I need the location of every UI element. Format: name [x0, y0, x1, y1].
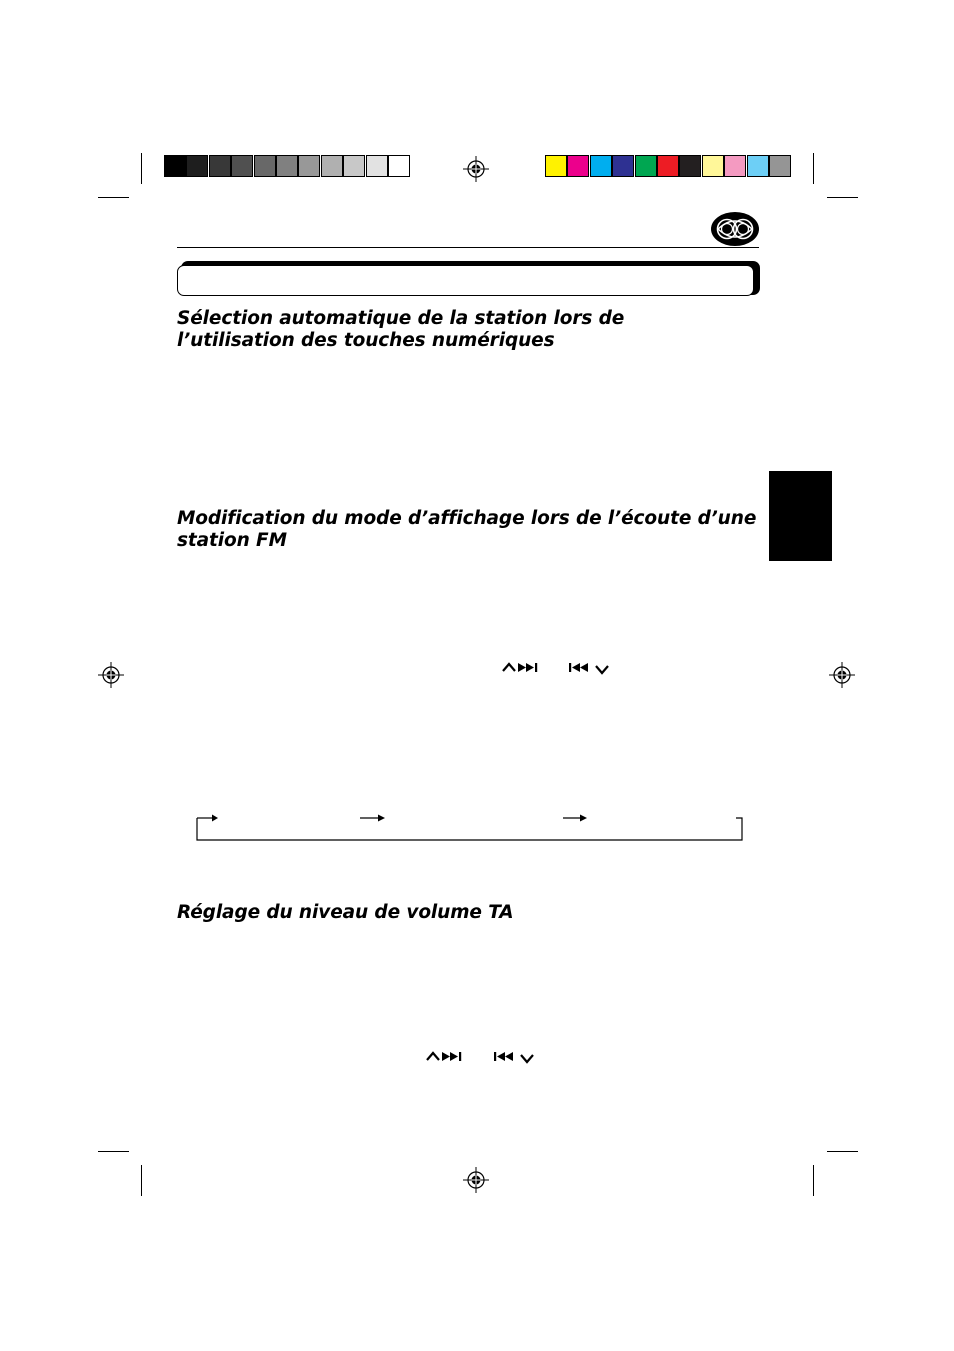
- registration-mark-icon: [463, 156, 489, 182]
- crop-mark: [98, 197, 129, 198]
- registration-mark-icon: [98, 662, 124, 688]
- registration-mark-icon: [829, 662, 855, 688]
- prev-down-icon: [493, 1049, 537, 1065]
- color-swatch: [679, 155, 701, 177]
- section-side-tab: [769, 471, 832, 561]
- crop-mark: [141, 1165, 142, 1196]
- color-swatch: [635, 155, 657, 177]
- color-swatch: [231, 155, 253, 177]
- crop-mark: [98, 1151, 129, 1152]
- color-swatch: [321, 155, 343, 177]
- color-swatch: [164, 155, 186, 177]
- title-bar: [177, 265, 754, 296]
- crop-mark: [827, 197, 858, 198]
- crop-mark: [141, 153, 142, 184]
- color-swatch: [590, 155, 612, 177]
- registration-mark-icon: [463, 1167, 489, 1193]
- crop-mark: [813, 153, 814, 184]
- prev-down-icon: [568, 660, 612, 676]
- color-swatch: [254, 155, 276, 177]
- crop-mark: [813, 1165, 814, 1196]
- display-mode-cycle-diagram: [190, 810, 750, 846]
- color-swatch: [343, 155, 365, 177]
- color-swatch: [702, 155, 724, 177]
- header-rule: [177, 247, 759, 248]
- up-next-icon: [502, 660, 544, 674]
- cd-logo-icon: [710, 211, 760, 247]
- section-heading-auto-select: Sélection automatique de la station lors de l’utilisation des touches numériques: [177, 308, 625, 351]
- section-heading-display-mode: Modification du mode d’affichage lors de l’écoute d’une station FM: [177, 508, 757, 551]
- color-swatch: [724, 155, 746, 177]
- color-swatch: [567, 155, 589, 177]
- crop-mark: [827, 1151, 858, 1152]
- color-swatch: [276, 155, 298, 177]
- up-next-icon: [426, 1049, 468, 1063]
- color-swatch: [186, 155, 208, 177]
- color-swatch: [545, 155, 567, 177]
- color-swatch: [209, 155, 231, 177]
- color-swatch: [769, 155, 791, 177]
- color-swatch: [388, 155, 410, 177]
- color-swatch: [657, 155, 679, 177]
- section-heading-ta-volume: Réglage du niveau de volume TA: [177, 902, 514, 923]
- color-swatch: [612, 155, 634, 177]
- color-swatch: [747, 155, 769, 177]
- color-swatch: [366, 155, 388, 177]
- color-swatch: [298, 155, 320, 177]
